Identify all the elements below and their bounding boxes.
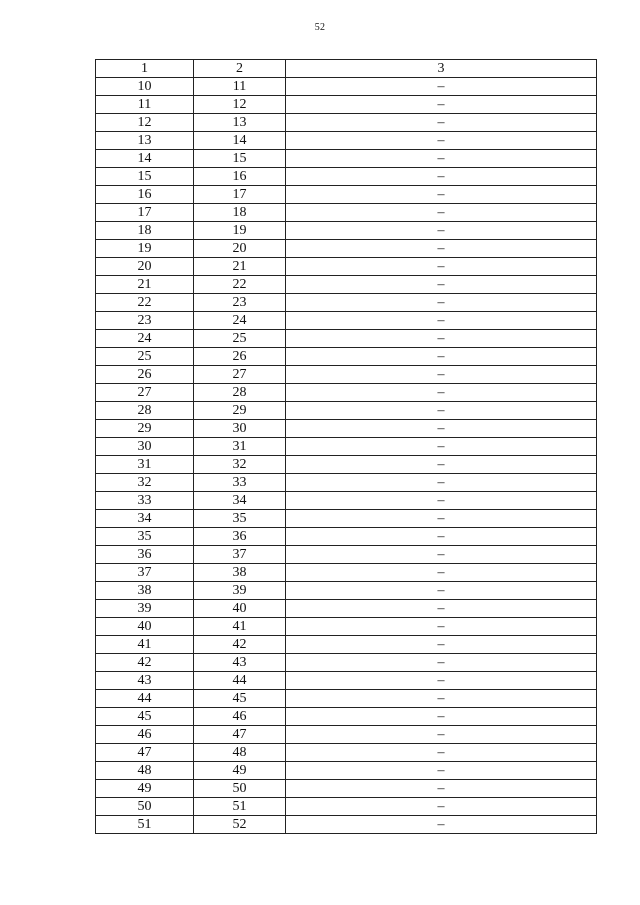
table-row bbox=[96, 348, 597, 366]
table-row bbox=[96, 672, 597, 690]
table-cell-col-3: – bbox=[286, 78, 597, 96]
table-row bbox=[96, 420, 597, 438]
table-cell-col-3: – bbox=[286, 564, 597, 582]
table-cell-col-3: – bbox=[286, 618, 597, 636]
table-cell-col-2: 28 bbox=[194, 384, 286, 402]
table-cell-col-3: – bbox=[286, 330, 597, 348]
table-cell-col-3: – bbox=[286, 510, 597, 528]
table-cell-col-1: 10 bbox=[96, 78, 194, 96]
table-cell-col-2: 39 bbox=[194, 582, 286, 600]
table-cell-col-2: 34 bbox=[194, 492, 286, 510]
table-cell-col-1: 51 bbox=[96, 816, 194, 834]
table-cell-col-2: 51 bbox=[194, 798, 286, 816]
table-cell-col-1: 43 bbox=[96, 672, 194, 690]
table-row bbox=[96, 744, 597, 762]
table-row bbox=[96, 96, 597, 114]
table-cell-col-3: – bbox=[286, 762, 597, 780]
table-cell-col-3: – bbox=[286, 186, 597, 204]
table-cell-col-2: 47 bbox=[194, 726, 286, 744]
table-cell-col-3: – bbox=[286, 258, 597, 276]
table-row bbox=[96, 798, 597, 816]
table-cell-col-3: – bbox=[286, 96, 597, 114]
table-cell-col-3: – bbox=[286, 438, 597, 456]
table-cell-col-1: 20 bbox=[96, 258, 194, 276]
table-cell-col-3: – bbox=[286, 348, 597, 366]
table-cell-col-1: 14 bbox=[96, 150, 194, 168]
table-cell-col-2: 21 bbox=[194, 258, 286, 276]
table-row bbox=[96, 168, 597, 186]
table-cell-col-1: 17 bbox=[96, 204, 194, 222]
table-cell-col-1: 45 bbox=[96, 708, 194, 726]
table-cell-col-2: 19 bbox=[194, 222, 286, 240]
table-cell-col-2: 18 bbox=[194, 204, 286, 222]
table-row bbox=[96, 762, 597, 780]
table-cell-col-2: 14 bbox=[194, 132, 286, 150]
table-cell-col-1: 34 bbox=[96, 510, 194, 528]
table-row bbox=[96, 312, 597, 330]
table-cell-col-1: 11 bbox=[96, 96, 194, 114]
table-cell-col-2: 40 bbox=[194, 600, 286, 618]
table-cell-col-1: 48 bbox=[96, 762, 194, 780]
table-row bbox=[96, 330, 597, 348]
data-table-container bbox=[95, 59, 596, 834]
table-cell-col-2: 38 bbox=[194, 564, 286, 582]
table-cell-col-3: – bbox=[286, 114, 597, 132]
table-cell-col-2: 45 bbox=[194, 690, 286, 708]
table-row bbox=[96, 240, 597, 258]
table-cell-col-1: 27 bbox=[96, 384, 194, 402]
table-cell-col-3: – bbox=[286, 456, 597, 474]
table-cell-col-2: 31 bbox=[194, 438, 286, 456]
table-cell-col-1: 47 bbox=[96, 744, 194, 762]
table-cell-col-2: 36 bbox=[194, 528, 286, 546]
table-row bbox=[96, 636, 597, 654]
table-body bbox=[96, 78, 597, 834]
table-cell-col-3: – bbox=[286, 798, 597, 816]
table-row bbox=[96, 366, 597, 384]
page-number: 52 bbox=[314, 22, 326, 33]
table-row bbox=[96, 708, 597, 726]
table-cell-col-1: 29 bbox=[96, 420, 194, 438]
table-cell-col-2: 29 bbox=[194, 402, 286, 420]
table-row bbox=[96, 204, 597, 222]
table-cell-col-1: 21 bbox=[96, 276, 194, 294]
table-row bbox=[96, 816, 597, 834]
table-cell-col-3: – bbox=[286, 402, 597, 420]
table-cell-col-1: 25 bbox=[96, 348, 194, 366]
table-cell-col-2: 13 bbox=[194, 114, 286, 132]
table-cell-col-2: 49 bbox=[194, 762, 286, 780]
table-cell-col-3: – bbox=[286, 366, 597, 384]
table-cell-col-1: 13 bbox=[96, 132, 194, 150]
table-cell-col-3: – bbox=[286, 816, 597, 834]
table-row bbox=[96, 186, 597, 204]
table-cell-col-3: – bbox=[286, 690, 597, 708]
table-row bbox=[96, 492, 597, 510]
table-cell-col-2: 30 bbox=[194, 420, 286, 438]
table-cell-col-3: – bbox=[286, 528, 597, 546]
table-cell-col-2: 26 bbox=[194, 348, 286, 366]
table-cell-col-1: 31 bbox=[96, 456, 194, 474]
table-cell-col-1: 28 bbox=[96, 402, 194, 420]
table-row bbox=[96, 132, 597, 150]
table-cell-col-3: – bbox=[286, 744, 597, 762]
table-cell-col-3: – bbox=[286, 474, 597, 492]
table-cell-col-3: – bbox=[286, 204, 597, 222]
table-cell-col-2: 52 bbox=[194, 816, 286, 834]
table-cell-col-2: 41 bbox=[194, 618, 286, 636]
column-header-1: 1 bbox=[96, 60, 194, 78]
table-cell-col-1: 41 bbox=[96, 636, 194, 654]
table-cell-col-3: – bbox=[286, 294, 597, 312]
table-cell-col-2: 42 bbox=[194, 636, 286, 654]
table-row bbox=[96, 690, 597, 708]
table-cell-col-3: – bbox=[286, 132, 597, 150]
table-cell-col-1: 36 bbox=[96, 546, 194, 564]
table-cell-col-2: 44 bbox=[194, 672, 286, 690]
table-row bbox=[96, 780, 597, 798]
table-row bbox=[96, 600, 597, 618]
table-cell-col-2: 12 bbox=[194, 96, 286, 114]
table-row bbox=[96, 564, 597, 582]
table-cell-col-3: – bbox=[286, 672, 597, 690]
table-cell-col-3: – bbox=[286, 492, 597, 510]
table-cell-col-1: 15 bbox=[96, 168, 194, 186]
table-cell-col-2: 27 bbox=[194, 366, 286, 384]
table-cell-col-1: 12 bbox=[96, 114, 194, 132]
table-cell-col-1: 33 bbox=[96, 492, 194, 510]
table-cell-col-2: 23 bbox=[194, 294, 286, 312]
table-cell-col-3: – bbox=[286, 780, 597, 798]
table-cell-col-2: 43 bbox=[194, 654, 286, 672]
column-header-2: 2 bbox=[194, 60, 286, 78]
table-cell-col-2: 50 bbox=[194, 780, 286, 798]
table-cell-col-1: 38 bbox=[96, 582, 194, 600]
table-row bbox=[96, 474, 597, 492]
table-row bbox=[96, 276, 597, 294]
table-cell-col-2: 33 bbox=[194, 474, 286, 492]
table-cell-col-1: 22 bbox=[96, 294, 194, 312]
table-row bbox=[96, 546, 597, 564]
table-cell-col-3: – bbox=[286, 546, 597, 564]
table-cell-col-2: 11 bbox=[194, 78, 286, 96]
column-header-3: 3 bbox=[286, 60, 597, 78]
table-cell-col-3: – bbox=[286, 312, 597, 330]
table-cell-col-2: 32 bbox=[194, 456, 286, 474]
table-cell-col-1: 46 bbox=[96, 726, 194, 744]
table-cell-col-3: – bbox=[286, 384, 597, 402]
table-cell-col-2: 46 bbox=[194, 708, 286, 726]
table-row bbox=[96, 294, 597, 312]
table-cell-col-3: – bbox=[286, 708, 597, 726]
table-cell-col-1: 26 bbox=[96, 366, 194, 384]
table-cell-col-1: 39 bbox=[96, 600, 194, 618]
table-row bbox=[96, 402, 597, 420]
table-cell-col-1: 19 bbox=[96, 240, 194, 258]
table-row bbox=[96, 222, 597, 240]
table-cell-col-3: – bbox=[286, 636, 597, 654]
table-row bbox=[96, 258, 597, 276]
table-cell-col-2: 20 bbox=[194, 240, 286, 258]
table-header-row bbox=[96, 60, 597, 78]
table-cell-col-1: 32 bbox=[96, 474, 194, 492]
table-row bbox=[96, 438, 597, 456]
table-cell-col-1: 40 bbox=[96, 618, 194, 636]
table-row bbox=[96, 384, 597, 402]
table-cell-col-3: – bbox=[286, 222, 597, 240]
table-row bbox=[96, 510, 597, 528]
table-cell-col-2: 37 bbox=[194, 546, 286, 564]
table-row bbox=[96, 78, 597, 96]
table-row bbox=[96, 456, 597, 474]
table-cell-col-1: 18 bbox=[96, 222, 194, 240]
table-cell-col-3: – bbox=[286, 240, 597, 258]
table-row bbox=[96, 618, 597, 636]
table-row bbox=[96, 528, 597, 546]
table-cell-col-1: 42 bbox=[96, 654, 194, 672]
table-cell-col-3: – bbox=[286, 150, 597, 168]
table-cell-col-3: – bbox=[286, 420, 597, 438]
table-row bbox=[96, 654, 597, 672]
table-row bbox=[96, 150, 597, 168]
table-cell-col-2: 16 bbox=[194, 168, 286, 186]
table-cell-col-3: – bbox=[286, 654, 597, 672]
table-cell-col-2: 17 bbox=[194, 186, 286, 204]
table-cell-col-3: – bbox=[286, 582, 597, 600]
table-cell-col-1: 16 bbox=[96, 186, 194, 204]
table-row bbox=[96, 582, 597, 600]
table-cell-col-3: – bbox=[286, 726, 597, 744]
table-cell-col-3: – bbox=[286, 600, 597, 618]
data-table bbox=[95, 59, 597, 834]
table-cell-col-1: 37 bbox=[96, 564, 194, 582]
table-cell-col-1: 23 bbox=[96, 312, 194, 330]
table-cell-col-1: 44 bbox=[96, 690, 194, 708]
table-cell-col-1: 24 bbox=[96, 330, 194, 348]
table-row bbox=[96, 726, 597, 744]
table-cell-col-2: 25 bbox=[194, 330, 286, 348]
table-cell-col-1: 50 bbox=[96, 798, 194, 816]
table-row bbox=[96, 114, 597, 132]
table-cell-col-2: 24 bbox=[194, 312, 286, 330]
table-cell-col-2: 22 bbox=[194, 276, 286, 294]
table-cell-col-2: 35 bbox=[194, 510, 286, 528]
table-cell-col-2: 48 bbox=[194, 744, 286, 762]
table-cell-col-1: 30 bbox=[96, 438, 194, 456]
table-cell-col-1: 35 bbox=[96, 528, 194, 546]
table-cell-col-2: 15 bbox=[194, 150, 286, 168]
table-cell-col-3: – bbox=[286, 168, 597, 186]
table-cell-col-3: – bbox=[286, 276, 597, 294]
table-cell-col-1: 49 bbox=[96, 780, 194, 798]
